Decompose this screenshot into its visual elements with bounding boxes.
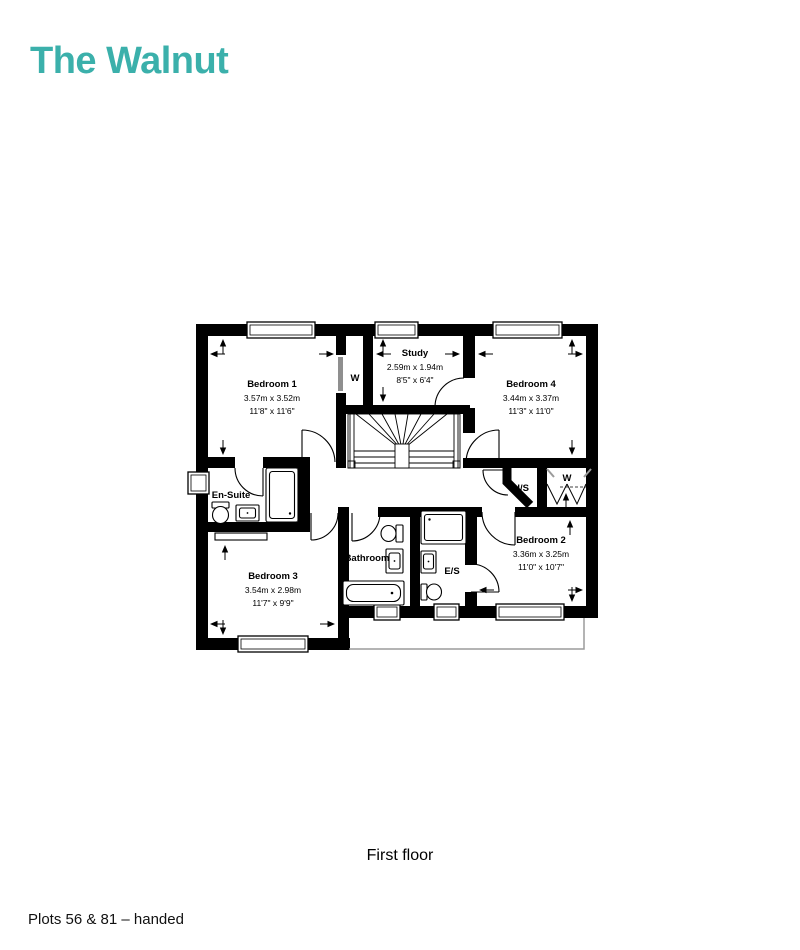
bedroom3-window	[238, 636, 308, 652]
wardrobe1-label: W	[350, 373, 360, 384]
bedroom2-door	[482, 512, 515, 545]
bedroom3-label: Bedroom 3	[248, 571, 298, 582]
staircase	[348, 414, 460, 468]
es-window	[434, 604, 459, 620]
shower	[266, 468, 298, 522]
ground-floor-projection-outline	[349, 618, 584, 649]
bedroom2-label: Bedroom 2	[516, 535, 566, 546]
study-window	[375, 322, 418, 338]
toilet	[212, 502, 229, 524]
toilet	[381, 525, 403, 542]
study-label: Study	[401, 348, 429, 359]
radiator	[215, 533, 267, 540]
bathroom-label: Bathroom	[344, 553, 390, 564]
bedroom3-metric: 3.54m x 2.98m	[244, 585, 302, 595]
bedroom4-label: Bedroom 4	[506, 379, 556, 390]
sink	[236, 505, 259, 521]
bedroom4-imperial: 11'3" x 11'0"	[508, 406, 554, 416]
bedroom4-door	[466, 430, 499, 462]
ensuite-window	[188, 472, 209, 494]
bedroom1-window	[247, 322, 315, 338]
ensuite-label: En-Suite	[211, 490, 251, 501]
wardrobe-bedroom1	[336, 355, 346, 393]
es-fixtures	[421, 511, 466, 600]
bedroom4-window	[493, 322, 562, 338]
floor-caption: First floor	[366, 847, 434, 864]
hs-label: H/S	[513, 483, 529, 494]
bathroom-window	[374, 604, 400, 620]
study-metric: 2.59m x 1.94m	[386, 362, 444, 372]
wardrobe2-label: W	[562, 473, 572, 484]
shower	[421, 511, 466, 544]
bathroom-door	[352, 513, 380, 541]
study-imperial: 8'5" x 6'4"	[396, 375, 434, 385]
es-label: E/S	[444, 566, 460, 577]
bedroom3-door	[311, 513, 338, 540]
bedroom2-imperial: 11'0" x 10'7"	[518, 562, 564, 572]
page-title: The Walnut	[30, 40, 229, 82]
bedroom1-imperial: 11'8" x 11'6"	[249, 406, 295, 416]
sink	[421, 551, 436, 573]
bedroom1-metric: 3.57m x 3.52m	[243, 393, 301, 403]
toilet	[421, 584, 442, 600]
bedroom2-window	[496, 604, 564, 620]
plots-footnote: Plots 56 & 81 – handed	[28, 911, 184, 928]
bathtub	[343, 581, 404, 605]
bedroom1-label: Bedroom 1	[247, 379, 297, 390]
bedroom4-metric: 3.44m x 3.37m	[502, 393, 560, 403]
bedroom2-metric: 3.36m x 3.25m	[512, 549, 570, 559]
study-door	[435, 378, 464, 407]
bedroom3-imperial: 11'7" x 9'9"	[252, 598, 294, 608]
